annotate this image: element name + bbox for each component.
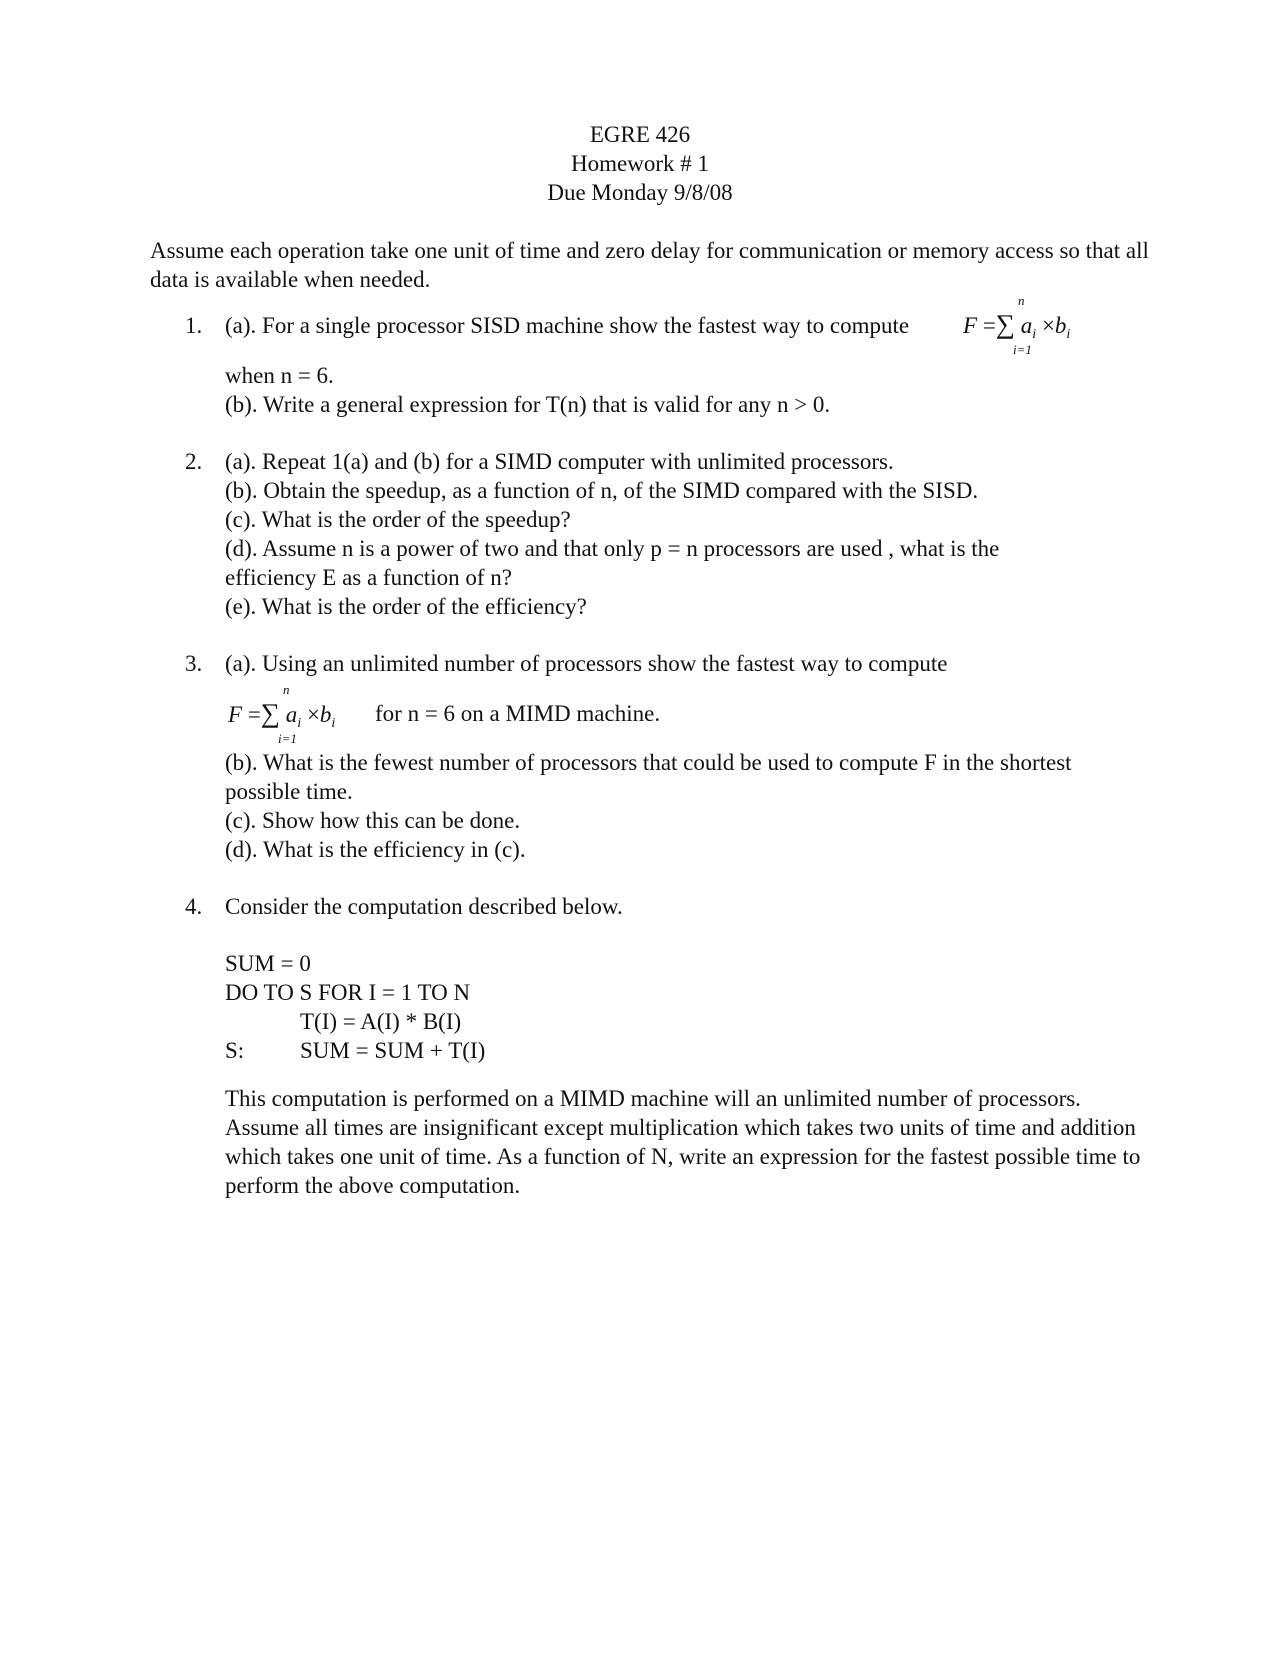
formula-b: b bbox=[319, 702, 332, 727]
q1-part-a-suffix: when n = 6. bbox=[225, 363, 334, 388]
formula-equals: = bbox=[247, 702, 261, 727]
question-number: 1. bbox=[185, 313, 203, 338]
question-number: 3. bbox=[185, 651, 203, 676]
code-line-4: SUM = SUM + T(I) bbox=[300, 1038, 486, 1063]
q1-part-b: (b). Write a general expression for T(n) that is valid for any n > 0. bbox=[225, 392, 831, 417]
q2-part-e: (e). What is the order of the efficiency? bbox=[225, 594, 587, 619]
code-label: S: bbox=[225, 1038, 245, 1063]
formula-body bbox=[963, 309, 1070, 343]
code-line-4-row bbox=[225, 1036, 485, 1065]
q3-part-d: (d). What is the efficiency in (c). bbox=[225, 837, 526, 862]
code-line-2: DO TO S FOR I = 1 TO N bbox=[225, 980, 471, 1005]
sum-formula-q3 bbox=[228, 682, 398, 746]
due-date: Due Monday 9/8/08 bbox=[547, 180, 733, 205]
formula-sub-a: i bbox=[297, 716, 302, 731]
pseudocode-block bbox=[225, 949, 485, 1065]
code-line-3-row bbox=[225, 1007, 485, 1036]
q2-part-d: (d). Assume n is a power of two and that only p = n processors are used , what is the efficiency E as a function of n? bbox=[225, 536, 1000, 590]
homework-title: Homework # 1 bbox=[571, 151, 709, 176]
q1-part-a: (a). For a single processor SISD machine show the fastest way to compute bbox=[225, 313, 910, 338]
q2-part-a: (a). Repeat 1(a) and (b) for a SIMD computer with unlimited processors. bbox=[225, 449, 894, 474]
formula-times: × bbox=[1041, 313, 1055, 338]
formula-sub-b: i bbox=[331, 716, 336, 731]
formula-equals: = bbox=[982, 313, 996, 338]
formula-times: × bbox=[306, 702, 320, 727]
formula-lhs: F bbox=[963, 313, 978, 338]
q4-closing-paragraph: This computation is performed on a MIMD machine will an unlimited number of processors. Assume all times are insignificant except multiplication which takes two units of time and addition which takes one unit of time. As a function of N, write an expression for the fastest possible time to perform the above computation. bbox=[225, 1086, 1141, 1198]
q3-part-a-suffix: for n = 6 on a MIMD machine. bbox=[375, 701, 661, 726]
q3-part-b: (b). What is the fewest number of processors that could be used to compute F in the shortest possible time. bbox=[225, 750, 1072, 804]
sum-formula-q1 bbox=[963, 293, 1113, 357]
formula-sub-a: i bbox=[1032, 327, 1037, 342]
q4-text: Consider the computation described below. bbox=[225, 894, 623, 919]
formula-a: a bbox=[1020, 313, 1033, 338]
intro-paragraph: Assume each operation take one unit of time and zero delay for communication or memory access so that all data is available when needed. bbox=[150, 238, 1149, 292]
sigma-symbol: ∑ bbox=[260, 698, 281, 728]
sigma-lower-limit: i=1 bbox=[1013, 342, 1032, 357]
formula-b: b bbox=[1054, 313, 1067, 338]
formula-lhs: F bbox=[228, 702, 243, 727]
question-number: 2. bbox=[185, 449, 203, 474]
sigma-symbol: ∑ bbox=[995, 309, 1016, 339]
formula-body bbox=[228, 698, 335, 732]
sigma-lower-limit: i=1 bbox=[278, 731, 297, 746]
q3-part-c: (c). Show how this can be done. bbox=[225, 808, 521, 833]
q3-part-a-suffix-wrap bbox=[375, 699, 875, 728]
formula-a: a bbox=[285, 702, 298, 727]
sigma-upper-limit: n bbox=[1018, 293, 1025, 308]
question-number: 4. bbox=[185, 894, 203, 919]
code-line-3: T(I) = A(I) * B(I) bbox=[300, 1009, 462, 1034]
q3-part-a: (a). Using an unlimited number of processors show the fastest way to compute bbox=[225, 651, 948, 676]
formula-sub-b: i bbox=[1066, 327, 1071, 342]
header bbox=[0, 120, 1280, 207]
q2-part-b: (b). Obtain the speedup, as a function of n, of the SIMD compared with the SISD. bbox=[225, 478, 979, 503]
code-line-1: SUM = 0 bbox=[225, 951, 311, 976]
q2-part-c: (c). What is the order of the speedup? bbox=[225, 507, 571, 532]
sigma-upper-limit: n bbox=[283, 682, 290, 697]
course-title: EGRE 426 bbox=[589, 122, 691, 147]
